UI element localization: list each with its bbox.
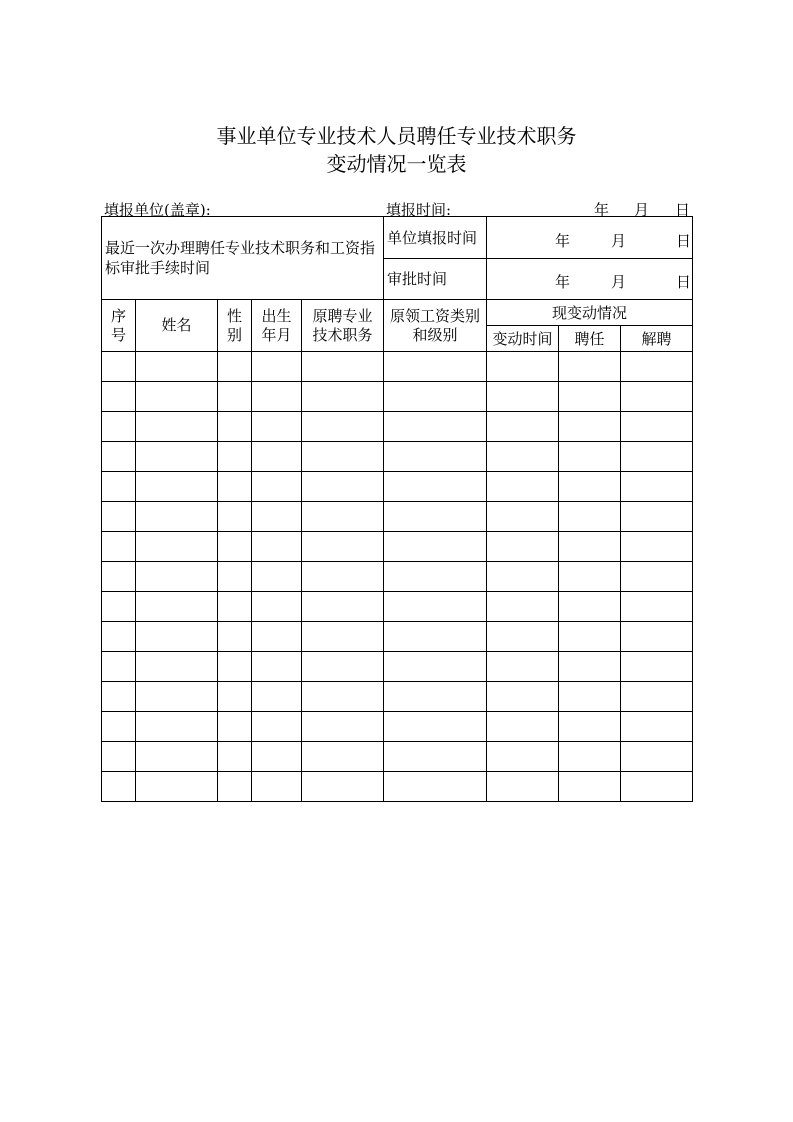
table-cell[interactable] [252,712,302,742]
table-cell[interactable] [559,742,621,772]
table-cell[interactable] [384,382,487,412]
table-cell[interactable] [252,622,302,652]
table-cell[interactable] [621,382,693,412]
table-cell[interactable] [252,442,302,472]
table-cell[interactable] [487,502,559,532]
table-cell[interactable] [218,592,252,622]
table-cell[interactable] [487,622,559,652]
table-row [102,382,693,412]
table-cell[interactable] [559,622,621,652]
table-cell[interactable] [102,592,136,622]
unit-fill-time-label: 单位填报时间 [384,217,487,259]
table-cell[interactable] [136,712,218,742]
table-cell[interactable] [559,442,621,472]
table-cell[interactable] [218,502,252,532]
table-cell[interactable] [136,682,218,712]
table-cell[interactable] [302,502,384,532]
table-cell[interactable] [136,442,218,472]
table-cell[interactable] [136,622,218,652]
page-subtitle: 变动情况一览表 [326,152,467,176]
unit-fill-day: 日 [676,232,692,250]
table-row [102,682,693,712]
table-cell[interactable] [302,682,384,712]
table-cell[interactable] [218,622,252,652]
table-cell[interactable] [252,742,302,772]
table-cell[interactable] [621,502,693,532]
table-cell[interactable] [621,442,693,472]
table-cell[interactable] [102,352,136,382]
table-row [102,592,693,622]
col-birth: 出生年月 [252,300,302,352]
change-table [101,216,693,802]
table-cell[interactable] [218,682,252,712]
table-row [102,442,693,472]
table-cell[interactable] [487,382,559,412]
table-cell[interactable] [102,712,136,742]
col-current-change: 现变动情况 [487,300,693,326]
table-cell[interactable] [102,742,136,772]
table-cell[interactable] [384,652,487,682]
fill-unit-label: 填报单位(盖章): [104,201,211,219]
table-cell[interactable] [136,592,218,622]
table-cell[interactable] [487,652,559,682]
table-cell[interactable] [218,562,252,592]
latest-approval-label: 最近一次办理聘任专业技术职务和工资指标审批手续时间 [102,217,384,300]
page-title: 事业单位专业技术人员聘任专业技术职务 [216,124,577,148]
approval-year: 年 [555,273,571,291]
table-cell[interactable] [487,772,559,802]
table-row [102,712,693,742]
table-cell[interactable] [621,682,693,712]
table-cell[interactable] [252,532,302,562]
table-cell[interactable] [252,502,302,532]
table-cell[interactable] [252,562,302,592]
table-cell[interactable] [302,472,384,502]
table-cell[interactable] [384,622,487,652]
table-cell[interactable] [218,442,252,472]
table-cell[interactable] [302,652,384,682]
table-cell[interactable] [136,382,218,412]
col-change-time: 变动时间 [487,326,559,352]
table-cell[interactable] [302,352,384,382]
table-cell[interactable] [559,772,621,802]
table-row [102,502,693,532]
fill-date-label: 填报时间: [386,201,452,219]
approval-day: 日 [676,273,692,291]
table-cell[interactable] [384,742,487,772]
approval-time-value[interactable] [487,259,693,300]
table-cell[interactable] [102,682,136,712]
table-cell[interactable] [302,622,384,652]
table-cell[interactable] [218,652,252,682]
table-cell[interactable] [621,742,693,772]
approval-month: 月 [611,273,627,291]
table-cell[interactable] [621,622,693,652]
table-cell[interactable] [384,442,487,472]
table-row [102,742,693,772]
table-cell[interactable] [102,442,136,472]
table-cell[interactable] [559,412,621,442]
table-cell[interactable] [102,502,136,532]
col-orig-title: 原聘专业技术职务 [302,300,384,352]
table-cell[interactable] [252,382,302,412]
col-name: 姓名 [136,300,218,352]
table-cell[interactable] [559,532,621,562]
table-cell[interactable] [252,472,302,502]
table-cell[interactable] [252,352,302,382]
table-cell[interactable] [218,472,252,502]
table-cell[interactable] [136,352,218,382]
table-cell[interactable] [621,472,693,502]
col-gender: 性别 [218,300,252,352]
table-cell[interactable] [559,562,621,592]
fill-day: 日 [675,201,691,219]
table-cell[interactable] [218,382,252,412]
approval-time-label: 审批时间 [384,259,487,300]
table-row [102,622,693,652]
table-cell[interactable] [136,562,218,592]
table-cell[interactable] [102,532,136,562]
table-cell[interactable] [302,532,384,562]
table-cell[interactable] [218,352,252,382]
table-row [102,652,693,682]
table-cell[interactable] [136,472,218,502]
table-cell[interactable] [252,652,302,682]
col-appoint: 聘任 [559,326,621,352]
table-cell[interactable] [302,382,384,412]
unit-fill-month: 月 [611,232,627,250]
fill-month: 月 [634,201,650,219]
table-cell[interactable] [487,562,559,592]
table-cell[interactable] [102,412,136,442]
table-cell[interactable] [487,412,559,442]
table-cell[interactable] [136,502,218,532]
table-cell[interactable] [559,502,621,532]
table-row [102,772,693,802]
table-cell[interactable] [487,472,559,502]
table-cell[interactable] [621,532,693,562]
table-cell[interactable] [302,562,384,592]
table-cell[interactable] [384,772,487,802]
table-cell[interactable] [252,772,302,802]
table-cell[interactable] [487,712,559,742]
table-cell[interactable] [621,412,693,442]
table-row [102,472,693,502]
table-cell[interactable] [302,412,384,442]
table-cell[interactable] [102,382,136,412]
table-cell[interactable] [102,562,136,592]
table-cell[interactable] [136,742,218,772]
table-row [102,352,693,382]
table-row [102,412,693,442]
table-cell[interactable] [218,412,252,442]
table-cell[interactable] [302,742,384,772]
table-row [102,532,693,562]
table-cell[interactable] [487,352,559,382]
table-cell[interactable] [384,682,487,712]
table-cell[interactable] [384,502,487,532]
table-cell[interactable] [559,712,621,742]
table-cell[interactable] [102,472,136,502]
table-cell[interactable] [384,472,487,502]
unit-fill-year: 年 [555,232,571,250]
table-cell[interactable] [487,742,559,772]
table-cell[interactable] [621,592,693,622]
table-cell[interactable] [302,442,384,472]
col-seq: 序号 [102,300,136,352]
table-row [102,562,693,592]
table-cell[interactable] [559,382,621,412]
col-orig-salary: 原领工资类别和级别 [384,300,487,352]
table-cell[interactable] [252,682,302,712]
table-cell[interactable] [487,532,559,562]
table-cell[interactable] [102,622,136,652]
table-cell[interactable] [102,772,136,802]
table-cell[interactable] [302,772,384,802]
table-cell[interactable] [302,712,384,742]
table-cell[interactable] [621,772,693,802]
table-cell[interactable] [218,532,252,562]
table-cell[interactable] [302,592,384,622]
blank-rows [102,352,693,802]
table-cell[interactable] [559,352,621,382]
table-cell[interactable] [218,772,252,802]
table-cell[interactable] [136,772,218,802]
table-cell[interactable] [559,592,621,622]
table-cell[interactable] [559,652,621,682]
table-cell[interactable] [559,472,621,502]
table-cell[interactable] [384,532,487,562]
table-cell[interactable] [218,712,252,742]
table-cell[interactable] [218,742,252,772]
table-cell[interactable] [384,712,487,742]
table-cell[interactable] [487,682,559,712]
table-cell[interactable] [621,562,693,592]
table-cell[interactable] [384,562,487,592]
table-cell[interactable] [252,592,302,622]
table-cell[interactable] [621,652,693,682]
table-cell[interactable] [384,592,487,622]
table-cell[interactable] [136,532,218,562]
col-dismiss: 解聘 [621,326,693,352]
unit-fill-time-value[interactable] [487,217,693,259]
table-cell[interactable] [102,652,136,682]
table-cell[interactable] [136,412,218,442]
table-cell[interactable] [252,412,302,442]
table-cell[interactable] [559,682,621,712]
table-cell[interactable] [621,712,693,742]
table-cell[interactable] [621,352,693,382]
table-cell[interactable] [487,592,559,622]
table-cell[interactable] [384,352,487,382]
table-cell[interactable] [384,412,487,442]
fill-year: 年 [594,201,610,219]
table-cell[interactable] [136,652,218,682]
table-cell[interactable] [487,442,559,472]
